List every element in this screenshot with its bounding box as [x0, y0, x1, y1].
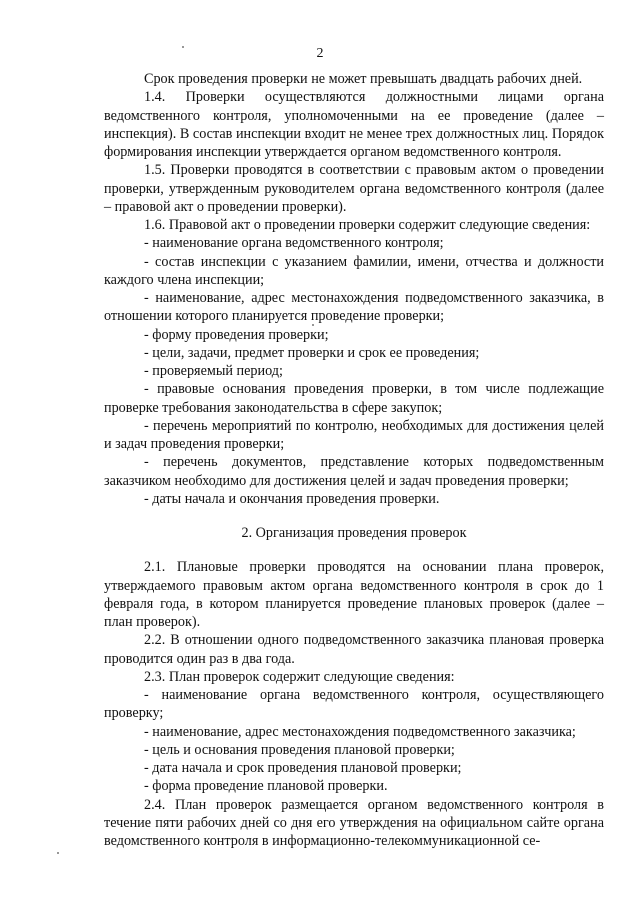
list-item: - форма проведение плановой проверки.	[144, 778, 388, 795]
scan-speck	[57, 852, 59, 854]
section-heading: 2. Организация проведения проверок	[241, 525, 467, 541]
list-item: - наименование органа ведомственного контроля, осуществляющего проверку;	[104, 687, 604, 722]
list-item: - наименование, адрес местонахождения подведомственного заказчика, в отношении которого планируется проведение проверки;	[104, 290, 604, 325]
list-item: - наименование органа ведомственного контроля;	[144, 235, 444, 252]
paragraph: 1.6. Правовой акт о проведении проверки содержит следующие сведения:	[144, 217, 591, 233]
paragraph: Срок проведения проверки не может превышать двадцать рабочих дней.	[144, 71, 583, 87]
list-item: - цель и основания проведения плановой проверки;	[144, 741, 455, 758]
list-item: - наименование, адрес местонахождения подведомственного заказчика;	[144, 723, 576, 740]
list-item: - проверяемый период;	[144, 363, 283, 379]
list-item: - цели, задачи, предмет проверки и срок ее проведения;	[144, 344, 480, 361]
list-item: - состав инспекции с указанием фамилии, имени, отчества и должности каждого члена инспекции;	[104, 253, 604, 288]
paragraph: 1.5. Проверки проводятся в соответствии с правовым актом о проведении проверки, утвержденным руководителем органа ведомственного контроля (далее – правовой акт о проведении проверки).	[104, 162, 604, 215]
list-item: - даты начала и окончания проведения проверки.	[144, 490, 440, 507]
paragraph: 2.4. План проверок размещается органом ведомственного контроля в течение пяти рабочих дней со дня его утверждения на официальном сайте органа ведомственного контроля в информационно-телекоммуникационной се-	[104, 796, 604, 849]
paragraph: 2.2. В отношении одного подведомственного заказчика плановая проверка проводится один раз в два года.	[104, 632, 604, 667]
list-item: - дата начала и срок проведения плановой проверки;	[144, 760, 462, 776]
list-item: - форму проведения проверки;	[144, 326, 329, 343]
paragraph: 2.3. План проверок содержит следующие сведения:	[144, 668, 455, 685]
list-item: - перечень документов, представление которых подведомственным заказчиком необходимо для достижения целей и задач проведения проверки;	[104, 454, 604, 489]
list-item: - правовые основания проведения проверки, в том числе подлежащие проверке требования законодательства в сфере закупок;	[104, 381, 604, 416]
paragraph: 2.1. Плановые проверки проводятся на основании плана проверок, утверждаемого правовым актом органа ведомственного контроля в срок до 1 февраля года, в котором планируется проведение плановых проверок (далее – план проверок).	[104, 559, 604, 630]
page-number: 2	[316, 46, 324, 61]
paragraph: 1.4. Проверки осуществляются должностными лицами органа ведомственного контроля, уполномоченными на ее проведение (далее – инспекция). В состав инспекции входит не менее трех должностных лиц. Порядок формирования инспекции утверждается органом ведомственного контроля.	[104, 89, 604, 160]
document-body	[104, 70, 604, 850]
list-item: - перечень мероприятий по контролю, необходимых для достижения целей и задач проведения проверки;	[104, 417, 604, 452]
